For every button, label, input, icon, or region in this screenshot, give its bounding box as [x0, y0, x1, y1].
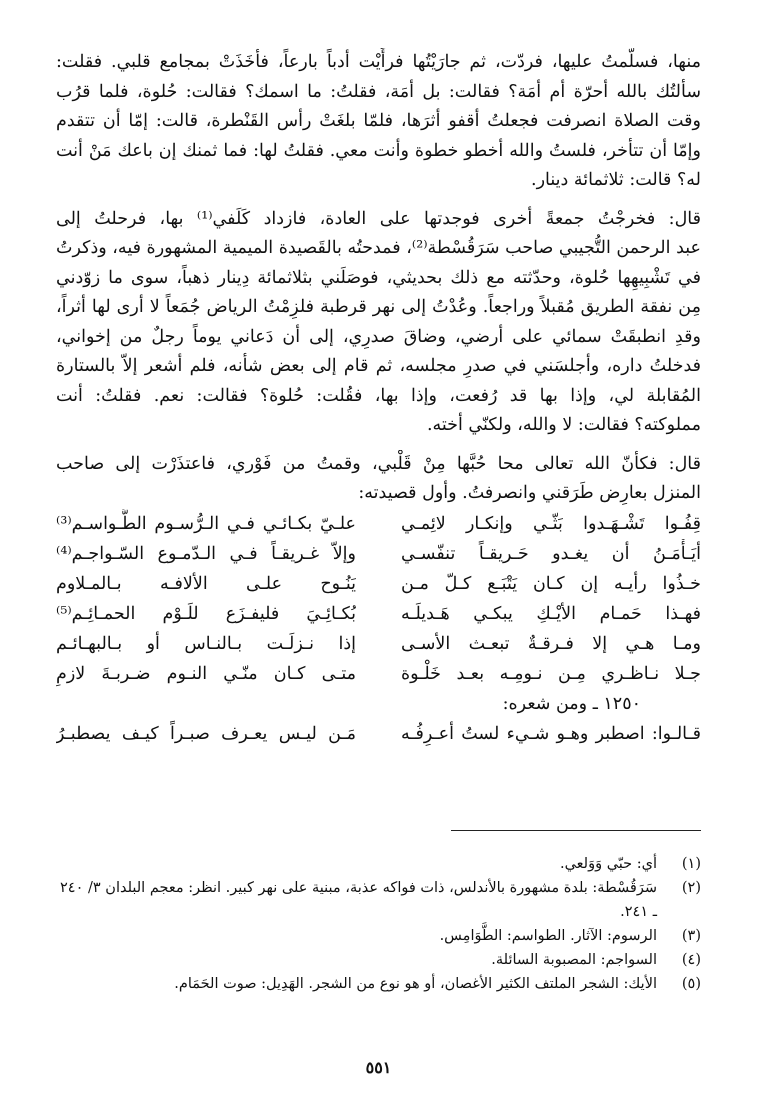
poem-verse-single	[56, 719, 701, 749]
text-line: وقدِ انطبقَتْ سمائي على أرضي، وضاقَ صدرِي، إلى أن دَعاني يوماً رجلٌ من إخواني،	[56, 326, 701, 347]
verse-first-hemistich: أيَـأْمَـنُ أن يغـدو حَـريقـاً تنفّسـي	[401, 543, 701, 564]
text-line: وإمّا أن تتأخر، فلستُ والله أخطو خطوة وأنت معي. فقلتُ لها: فما ثمنك إن باعك مَنْ أنت	[56, 140, 701, 161]
poem-verse	[56, 599, 701, 629]
footnote-number: (٤)	[681, 952, 701, 968]
verse-second-hemistich: مَـن ليـس يعـرف صبـراً كيـف يصطبـرُ	[56, 723, 356, 744]
verse-second-hemistich: إذا نـزلَـت بـالنـاس أو بـالبهـائـم	[56, 633, 356, 654]
footnote	[56, 972, 701, 996]
verse-first-hemistich: جـلا نـاظـري مِـن نـومِـه بعـد خَلْـوة	[401, 663, 701, 684]
verse-second-hemistich: متـى كـان منّـي النـوم ضـربـةَ لازمِ	[56, 663, 356, 684]
verse-second-hemistich: يَنُـوح علـى الألافـه بـالمـلاوم	[56, 573, 356, 594]
page-number: ٥٥١	[365, 1058, 392, 1077]
verse-first-hemistich: فهـذا حَمـام الأيْـكِ يبكـي هَـديلَـه	[401, 603, 701, 624]
poem-verse	[56, 539, 701, 569]
poem-verse	[56, 569, 701, 599]
paragraph-2	[56, 205, 701, 441]
footnotes	[56, 852, 701, 996]
text-line: قال: فكأنّ الله تعالى محا حُبَّها مِنْ قَلْبي، وقمتُ من فَوْري، فاعتذَرْت إلى صاحب	[56, 453, 701, 474]
page-body	[56, 48, 701, 749]
section-heading: ١٢٥٠ ـ ومن شعره:	[502, 693, 641, 714]
footnote-number: (٣)	[681, 928, 701, 944]
footnote	[56, 948, 701, 972]
footnote-text: الأيك: الشجر الملتف الكثير الأغصان، أو هو نوع من الشجر. الهَدِيل: صوت الحَمَام.	[174, 976, 657, 992]
paragraph-3	[56, 450, 701, 509]
verse-first-hemistich: ومـا هـي إلا فـرقـةٌ تبعـث الأسـى	[401, 633, 701, 654]
footnote-text: أي: حبّي وَوَلعي.	[559, 856, 657, 872]
verse-second-hemistich: علـيّ بكـائـي فـي الـرُّسـوم الطَّـواسـم⁽³⁾	[56, 513, 356, 534]
footnote	[56, 924, 701, 948]
text-line: سألتُك بالله أحرّة أم أمَة؟ فقالت: بل أمَة، فقلتُ: ما اسمك؟ فقالت: حُلوة، فلما قرُب	[56, 81, 701, 102]
footnote-text: سَرَقُسْطة: بلدة مشهورة بالأندلس، ذات فواكه عذبة، مبنية على نهر كبير. انظر: معجم البلدان ٣/ ٢٤٠ ـ ٢٤١.	[60, 880, 657, 920]
footnote-number: (١)	[681, 856, 701, 872]
paragraph-1	[56, 48, 701, 196]
footnote-separator	[451, 830, 701, 831]
text-line: فدخلتُ داره، وأجلسَني في صدرِ مجلسه، ثم قام إلى بعض شأنه، فلم أشعر إلاّ بالستارة	[56, 356, 701, 376]
text-line: في تَشْبِيهِها حُلوة، وحدّثته مع ذلك بحديثي، فوصَلَني بثلاثمائة دِينار ذهباً، سوى ما زوّدني	[56, 267, 701, 288]
text-line: له؟ قالت: ثلاثمائة دينار.	[531, 170, 701, 190]
footnote	[56, 876, 701, 924]
text-line: وقت الصلاة انصرفت فجعلتُ أقفو أثرَها، فلمّا بلغَتْ رأس القَنْطرة، قالت: إمّا أن تتقدم	[56, 111, 701, 131]
poem-verse	[56, 659, 701, 689]
verse-first-hemistich: قـالـوا: اصطبر وهـو شـيء لستُ أعـرِفُـه	[401, 723, 701, 744]
verse-first-hemistich: خـذُوا رأيـه إن كـان يَتْبَـع كـلّ مـن	[401, 573, 701, 594]
verse-second-hemistich: بُكـائِـيَ فليفـزَع للَـوْم الحمـائِـم⁽⁵⁾	[56, 603, 356, 624]
footnote-text: الرسوم: الآثار. الطواسم: الطَّوَامِس.	[439, 928, 657, 944]
footnote-number: (٢)	[681, 880, 701, 896]
verse-second-hemistich: وإلاّ غـريقـاً فـي الـدّمـوع السّـواجـم⁽⁴⁾	[56, 543, 356, 564]
footnote-text: السواجم: المصبوبة السائلة.	[491, 952, 657, 968]
footnote-number: (٥)	[681, 976, 701, 992]
poem-verse	[56, 509, 701, 539]
footnote	[56, 852, 701, 876]
text-line: مملوكته؟ فقالت: لا والله، ولكنّي أخته.	[426, 415, 701, 435]
poem-verse	[56, 629, 701, 659]
text-line: المُقابلة لي، وإذا بها قد رُفعت، وإذا بها، فقُلت: حُلوة؟ فقالت: نعم. فقلتُ: أنت	[56, 385, 701, 406]
verse-first-hemistich: قِفُـوا تَشْـهَـدوا بَثّـي وإنكـار لائِمـي	[401, 513, 701, 534]
text-line: المنزل بعارِض طَرَقني وانصرفتُ. وأول قصيدته:	[358, 483, 701, 503]
poem	[56, 509, 701, 689]
text-line: منها، فسلّمتُ عليها، فردّت، ثم جارَيْتُها فرأَيْت أدباً بارعاً، فأخَذَتْ بمجامع قلبي. فقلت:	[56, 52, 701, 72]
text-line: عبد الرحمن التُّجيبي صاحب سَرَقُسْطة⁽²⁾، فمدحتُه بالقَصيدة الميمية المشهورة فيه، وذكرتُ	[56, 238, 701, 258]
text-line: مِن نفقة الطريق مُقبلاً وراجعاً. وعُدْتُ إلى نهر قرطبة فلزِمْتُ الرياض جُمَعاً لا أرى لها أثراً،	[56, 297, 701, 317]
text-line: قال: فخرجْتُ جمعةً أخرى فوجدتها على العادة، فازداد كَلَفي⁽¹⁾ بها، فرحلتُ إلى	[56, 208, 701, 229]
